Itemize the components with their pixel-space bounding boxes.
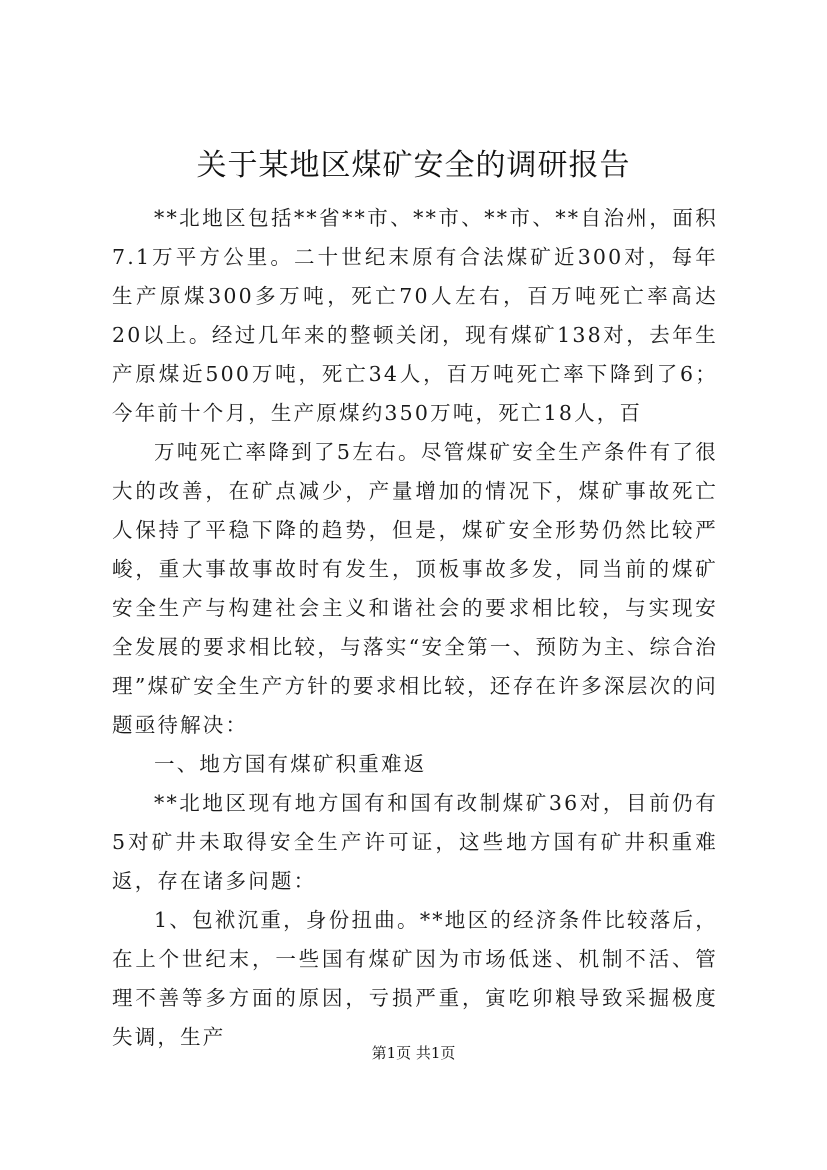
paragraph-situation: 万吨死亡率降到了5左右。尽管煤矿安全生产条件有了很大的改善，在矿点减少，产量增加的情况下，煤矿事故死亡人保持了平稳下降的趋势，但是，煤矿安全形势仍然比较严峻，重大事故事故时有发生，顶板事故多发，同当前的煤矿安全生产与构建社会主义和谐社会的要求相比较，与实现安全发展的要求相比较，与落实“安全第一、预防为主、综合治理”煤矿安全生产方针的要求相比较，还存在许多深层次的问题亟待解决：: [112, 440, 718, 737]
page-footer: 第1页 共1页: [371, 1044, 456, 1062]
document-title: 关于某地区煤矿安全的调研报告: [196, 148, 631, 183]
paragraph-item-1: 1、包袱沉重，身份扭曲。**地区的经济条件比较落后，在上个世纪末，一些国有煤矿因为市场低迷、机制不活、管理不善等多方面的原因，亏损严重，寅吃卯粮导致采掘极度失调，生产: [112, 908, 718, 1049]
document-body: [112, 199, 718, 1057]
paragraph-state-mines: **北地区现有地方国有和国有改制煤矿36对，目前仍有5对矿井未取得安全生产许可证，这些地方国有矿井积重难返，存在诸多问题：: [112, 791, 718, 893]
section-heading: 一、地方国有煤矿积重难返: [154, 752, 427, 776]
paragraph-intro: **北地区包括**省**市、**市、**市、**自治州，面积7.1万平方公里。二十世纪末原有合法煤矿近300对，每年生产原煤300多万吨，死亡70人左右，百万吨死亡率高达20以上。经过几年来的整顿关闭，现有煤矿138对，去年生产原煤近500万吨，死亡34人，百万吨死亡率下降到了6；今年前十个月，生产原煤约350万吨，死亡18人，百: [112, 206, 718, 425]
